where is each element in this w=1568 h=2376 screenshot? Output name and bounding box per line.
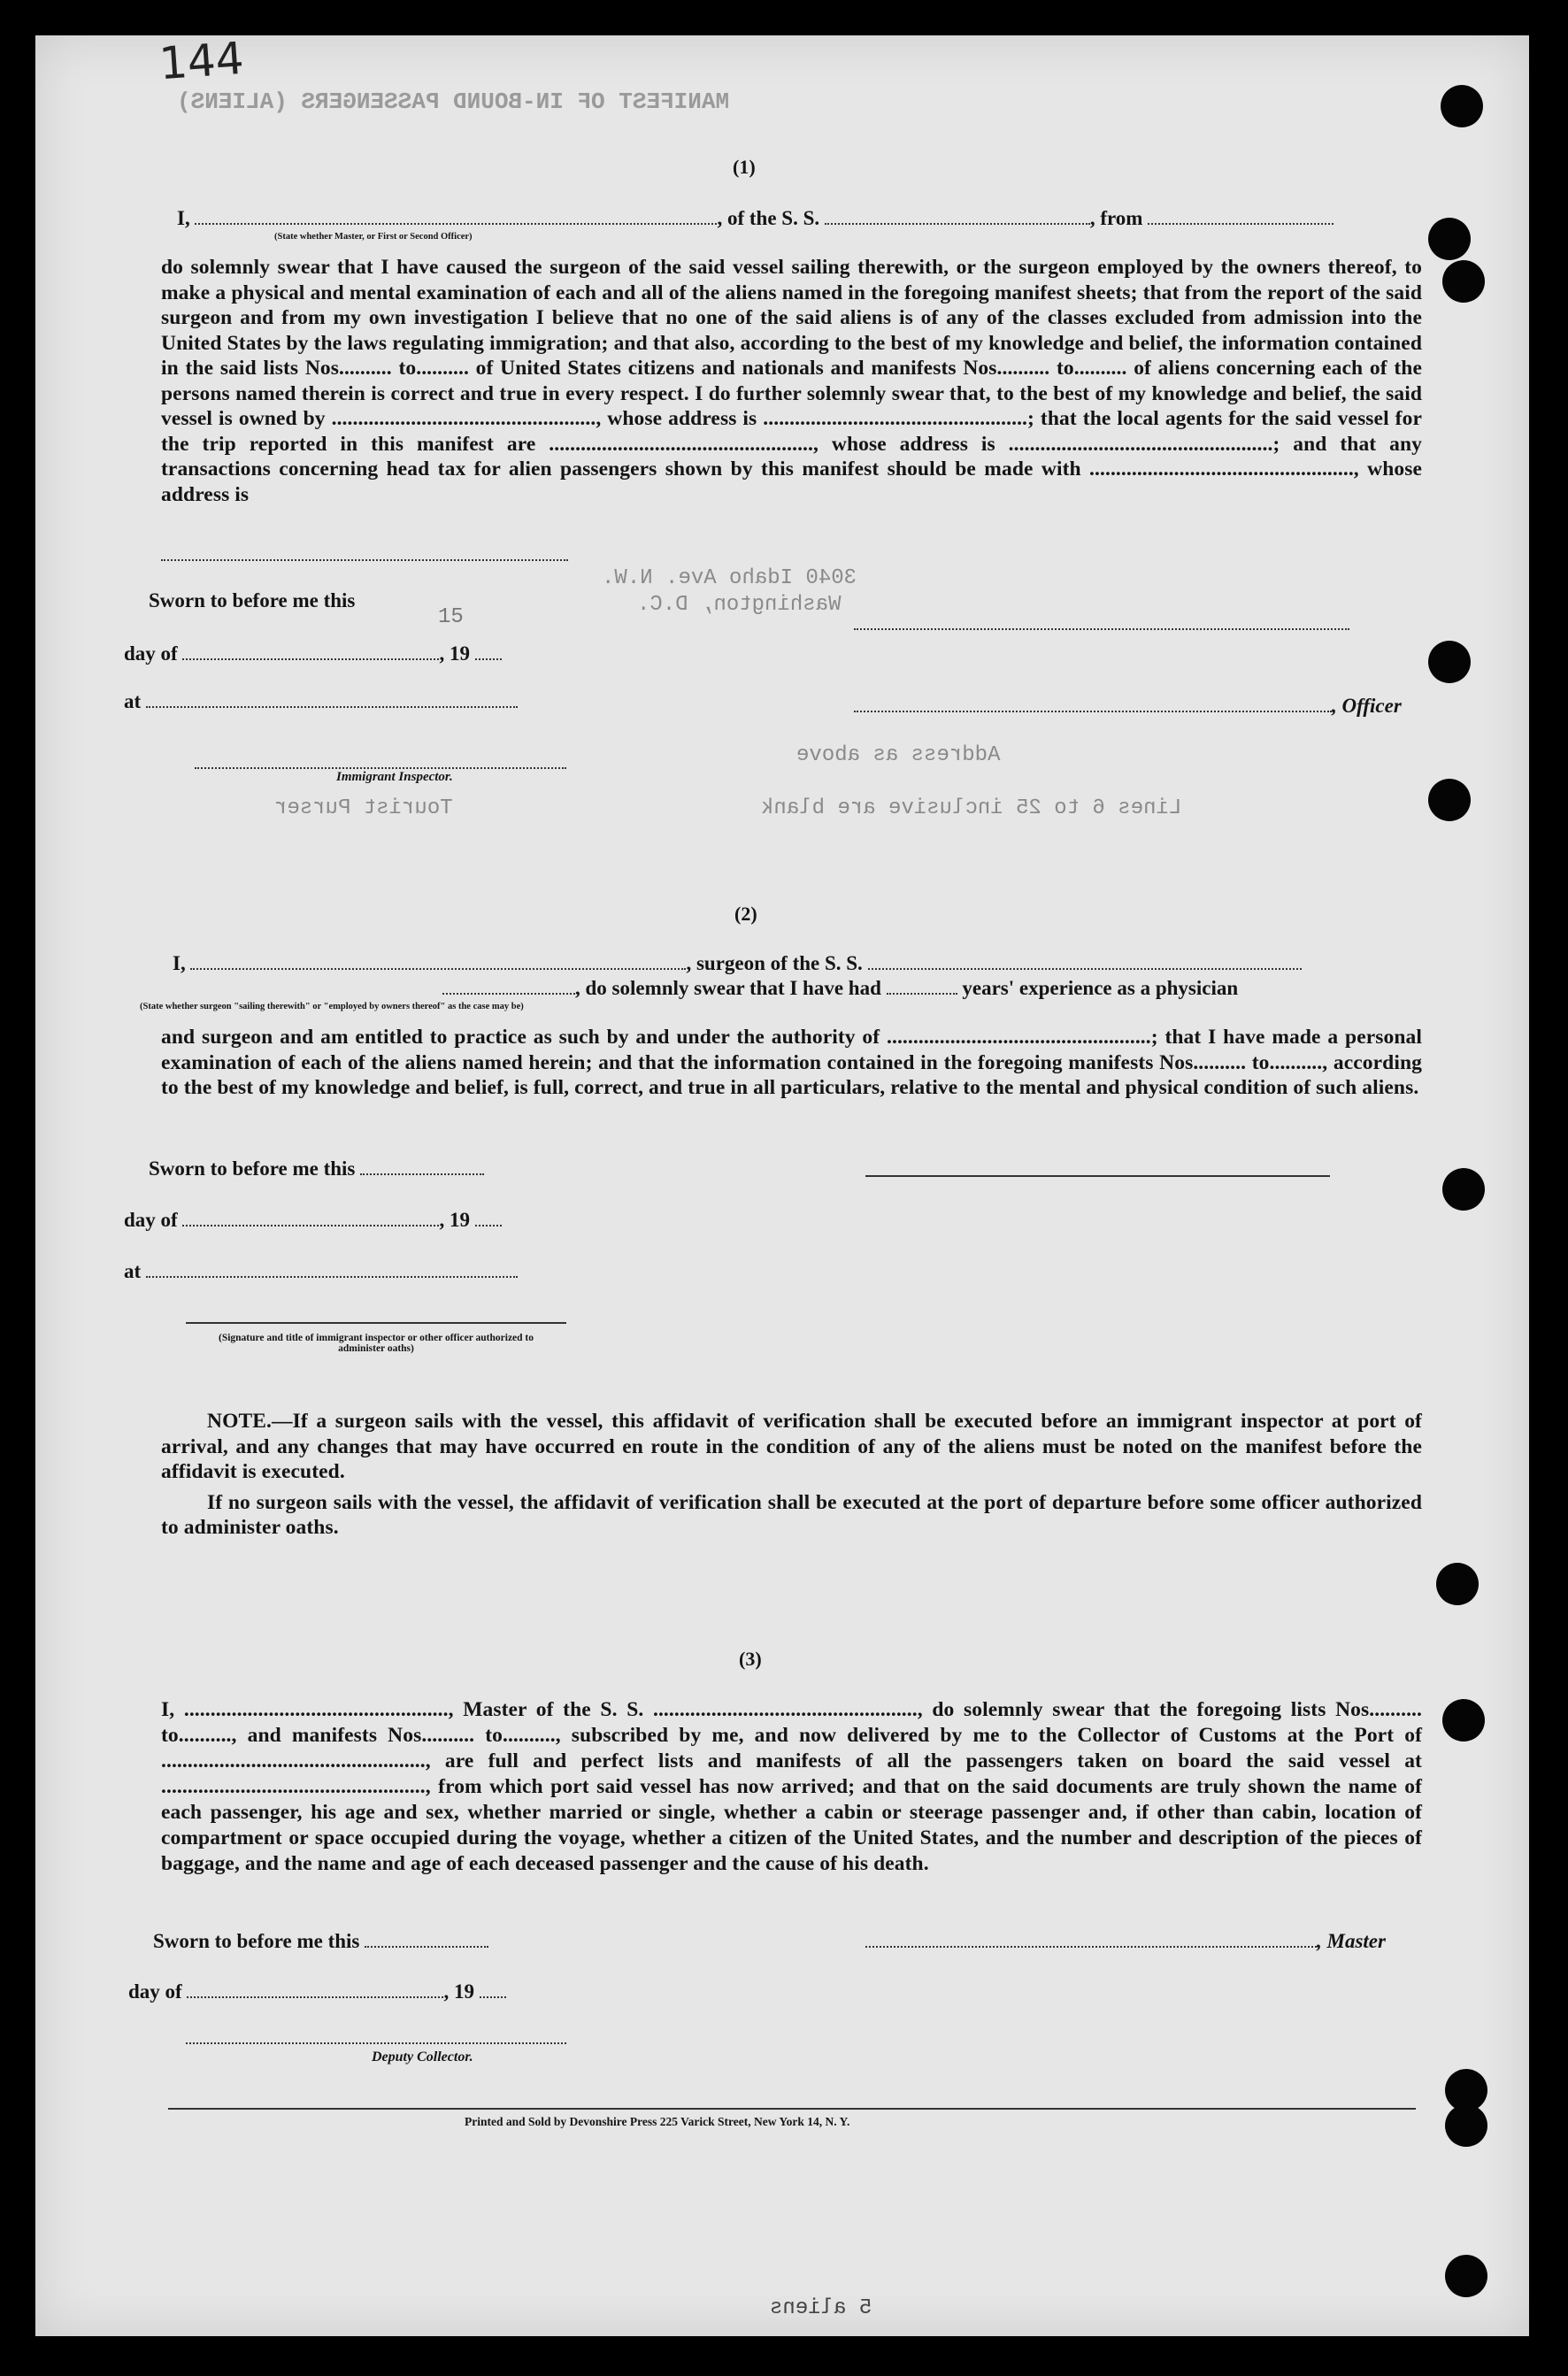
- section-1-heading: (1): [733, 156, 756, 178]
- label-sworn-2: Sworn to before me this: [149, 1157, 356, 1180]
- section-1-body: do solemnly swear that I have caused the surgeon of the said vessel sailing therewith, or the surgeon employed by the owners thereof, to make a physical and mental examination of each and all of the aliens named in the foregoing manifest sheets; that from the report of the said surgeon and from my own investigation I believe that no one of the said aliens is of any of the classes excluded from admission into the United States by the laws regulating immigration; and that also, according to the best of my knowledge and belief, the information contained in the said lists Nos.......... to.......... of United States citizens and nationals and manifests Nos.......... to.......... of aliens concerning each of the persons named therein is correct and true in every respect. I do further solemnly swear that, to the best of my knowledge and belief, the said vessel is owned by .................................................., whose address is ..................................................; that the local agents for the said vessel for the trip reported in this manifest are .................................................., whose address is ..................................................; and that any transactions concerning head tax for alien passengers shown by this manifest should be made with .................................................., whose address is: [161, 256, 1422, 506]
- bleed-lines-blank: Lines 6 to 25 inclusive are blank: [761, 796, 1182, 820]
- note-no-surgeon: If no surgeon sails with the vessel, the affidavit of verification shall be executed at the port of departure before some officer authorized to administer oaths.: [161, 1490, 1422, 1539]
- section-3-sworn-row: [153, 1930, 488, 1953]
- officer-sig-dots: [854, 627, 1349, 630]
- label-day-of-3: day of: [128, 1980, 182, 2003]
- section-1-sworn-row: [149, 589, 355, 612]
- punch-hole: [1428, 218, 1471, 260]
- section-2-at-row: [124, 1260, 518, 1283]
- label-immigrant-inspector: Immigrant Inspector.: [336, 770, 453, 784]
- section-2-signature-line: [865, 1173, 1330, 1177]
- punch-hole: [1428, 641, 1471, 683]
- punch-hole: [1442, 260, 1485, 303]
- bleed-aliens-count: 5 aliens: [770, 2296, 872, 2320]
- section-2-sworn-row: [149, 1157, 484, 1180]
- section-2-day-row: [124, 1209, 502, 1232]
- punch-hole: [1441, 85, 1483, 127]
- section-1-officer-line: [177, 207, 1334, 230]
- note-master-officer: (State whether Master, or First or Second Officer): [274, 232, 473, 242]
- label-year-2: , 19: [439, 1209, 470, 1231]
- label-from: , from: [1089, 207, 1143, 229]
- label-at: at: [124, 690, 142, 712]
- label-sworn: Sworn to before me this: [149, 589, 356, 611]
- handwritten-page-number: 144: [158, 32, 246, 90]
- label-day-of: day of: [124, 642, 178, 665]
- label-deputy-collector: Deputy Collector.: [372, 2049, 473, 2065]
- label-officer: , Officer: [1332, 695, 1402, 717]
- inspector-sig-line: [195, 765, 566, 769]
- label-sworn-3: Sworn to before me this: [153, 1930, 360, 1952]
- section-2-surgeon-line: [173, 952, 1302, 975]
- label-i-2: I,: [173, 952, 186, 974]
- section-2-years-line: [442, 977, 1238, 1000]
- officer-row: [854, 695, 1402, 718]
- section-2-affidavit: [161, 1025, 1422, 1101]
- punch-hole: [1445, 2104, 1487, 2147]
- manifest-page: [35, 32, 1529, 2336]
- section-3-heading: (3): [739, 1648, 762, 1670]
- footer-rule: [168, 2108, 1416, 2110]
- section-3-day-row: [128, 1980, 506, 2003]
- printer-credit: Printed and Sold by Devonshire Press 225 Varick Street, New York 14, N. Y.: [465, 2115, 850, 2128]
- label-i: I,: [177, 207, 190, 229]
- label-solemnly: , do solemnly swear that I have had: [575, 977, 881, 999]
- note-surgeon-sails: NOTE.—If a surgeon sails with the vessel, this affidavit of verification shall be executed before an immigrant inspector at port of arrival, and any changes that may have occurred en route in the condition of any of the aliens must be noted on the manifest before the affidavit is executed.: [161, 1410, 1422, 1483]
- bleed-same-address: Address as above: [796, 743, 1001, 767]
- section-3-affidavit: [161, 1697, 1422, 1877]
- punch-hole: [1442, 1699, 1485, 1742]
- punch-hole: [1442, 1168, 1485, 1211]
- note-signature-title: (Signature and title of immigrant inspector or other officer authorized to administer oaths): [218, 1333, 534, 1354]
- section-2-inspector-line: [186, 1320, 566, 1324]
- typed-day: 15: [438, 605, 464, 629]
- label-surgeon-of: , surgeon of the S. S.: [686, 952, 863, 974]
- section-3-body: I, .................................................., Master of the S. S. .................................................., do solemnly swear that the foregoing lists Nos.......... to.........., and manifests Nos.......... to.........., subscribed by me, and now delivered by me to the Collector of Customs at the Port of .................................................., are full and perfect lists and manifests of all the passengers taken on board the said vessel at .................................................., from which port said vessel has now arrived; and that on the said documents are truly shown the name of each passenger, his age and sex, whether married or single, whether a cabin or steerage passenger and, if other than cabin, location of compartment or space occupied during the voyage, whether a citizen of the United States, and the number and description of the pieces of baggage, and the name and age of each deceased passenger and the cause of his death.: [161, 1698, 1422, 1875]
- label-year: , 19: [439, 642, 470, 665]
- note-surgeon-type: (State whether surgeon "sailing therewith" or "employed by owners thereof" as the case may be): [140, 1002, 524, 1011]
- section-1-at-row: [124, 690, 518, 713]
- punch-hole: [1436, 1563, 1479, 1605]
- section-2-heading: (2): [734, 903, 757, 925]
- label-year-3: , 19: [443, 1980, 474, 2003]
- bleed-address-2: Washington, D.C.: [637, 593, 842, 617]
- bleed-address-1: 3040 Idaho Ave. N.W.: [602, 566, 857, 590]
- section-2-body: and surgeon and am entitled to practice as such by and under the authority of ..................................................; that I have made a personal examination of each of the aliens named herein; and that the information contained in the foregoing manifests Nos.......... to.........., according to the best of my knowledge and belief, is full, correct, and true in all particulars, relative to the mental and physical condition of such aliens.: [161, 1026, 1422, 1099]
- bleed-header: MANIFEST OF IN-BOUND PASSENGERS (ALIENS): [177, 88, 730, 115]
- punch-hole: [1445, 2255, 1487, 2297]
- label-at-2: at: [124, 1260, 142, 1282]
- master-row: [865, 1930, 1386, 1953]
- label-years-experience: years' experience as a physician: [962, 977, 1239, 999]
- label-day-of-2: day of: [124, 1209, 178, 1231]
- section-1-affidavit: [161, 255, 1422, 507]
- section-2-notes: [161, 1409, 1422, 1541]
- section-1-signature-line: [161, 557, 568, 561]
- bleed-tourist-purser: Tourist Purser: [274, 796, 453, 820]
- deputy-collector-line: [186, 2041, 566, 2044]
- punch-hole: [1428, 779, 1471, 821]
- label-master: , Master: [1317, 1930, 1386, 1952]
- label-of-ss: , of the S. S.: [717, 207, 820, 229]
- section-1-day-row: [124, 642, 502, 665]
